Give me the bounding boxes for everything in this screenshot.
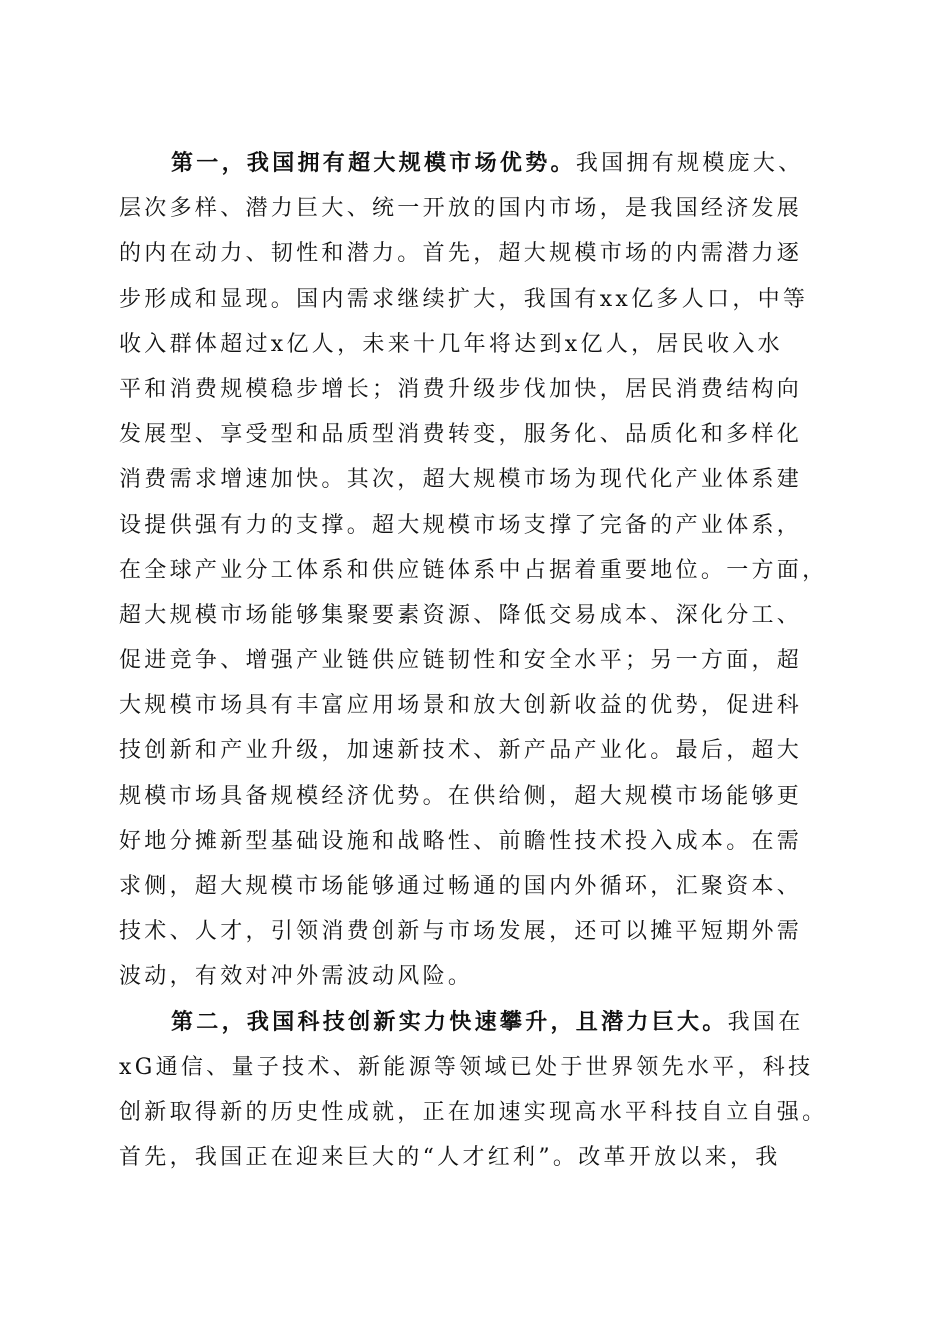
text-line: 促进竞争、增强产业链供应链韧性和安全水平；另一方面，超 (119, 648, 803, 674)
paragraph-lead: 第二，我国科技创新实力快速攀升，且潜力巨大。 (171, 1008, 728, 1035)
paragraph-2 (119, 1000, 831, 1181)
line-text: 我国拥有规模庞大、 (575, 151, 804, 176)
text-line (119, 1000, 831, 1045)
text-line: 波动，有效对冲外需波动风险。 (119, 964, 474, 990)
text-line: 层次多样、潜力巨大、统一开放的国内市场，是我国经济发展 (119, 196, 803, 222)
text-line: 超大规模市场能够集聚要素资源、降低交易成本、深化分工、 (119, 602, 803, 628)
text-line: 消费需求增速加快。其次，超大规模市场为现代化产业体系建 (119, 467, 803, 493)
text-line: 的内在动力、韧性和潜力。首先，超大规模市场的内需潜力逐 (119, 241, 803, 267)
text-line: 技创新和产业升级，加速新技术、新产品产业化。最后，超大 (119, 738, 803, 764)
paragraph-lead: 第一，我国拥有超大规模市场优势。 (171, 150, 576, 176)
text-line: 收入群体超过x亿人，未来十几年将达到x亿人，居民收入水 (119, 331, 783, 357)
text-line: 在全球产业分工体系和供应链体系中占据着重要地位。一方面， (119, 557, 828, 583)
text-line: 求侧，超大规模市场能够通过畅通的国内外循环，汇聚资本、 (119, 874, 803, 899)
text-line: 技术、人才，引领消费创新与市场发展，还可以摊平短期外需 (119, 919, 803, 945)
text-line: xG通信、量子技术、新能源等领域已处于世界领先水平，科技 (119, 1054, 814, 1080)
text-line: 好地分摊新型基础设施和战略性、前瞻性技术投入成本。在需 (119, 828, 803, 854)
text-line: 步形成和显现。国内需求继续扩大，我国有xx亿多人口，中等 (119, 286, 809, 312)
text-line (119, 141, 831, 186)
text-line: 设提供强有力的支撑。超大规模市场支撑了完备的产业体系， (119, 512, 803, 538)
text-line: 平和消费规模稳步增长；消费升级步伐加快，居民消费结构向 (119, 376, 803, 402)
paragraph-1 (119, 141, 831, 1000)
line-text: 我国在 (727, 1009, 804, 1035)
text-line: 规模市场具备规模经济优势。在供给侧，超大规模市场能够更 (119, 783, 803, 809)
text-line: 发展型、享受型和品质型消费转变，服务化、品质化和多样化 (119, 422, 803, 448)
text-line: 创新取得新的历史性成就，正在加速实现高水平科技自立自强。 (119, 1099, 828, 1125)
document-body (119, 141, 831, 1180)
text-line: 大规模市场具有丰富应用场景和放大创新收益的优势，促进科 (119, 693, 803, 719)
text-line: 首先，我国正在迎来巨大的“人才红利”。改革开放以来，我 (119, 1145, 781, 1171)
